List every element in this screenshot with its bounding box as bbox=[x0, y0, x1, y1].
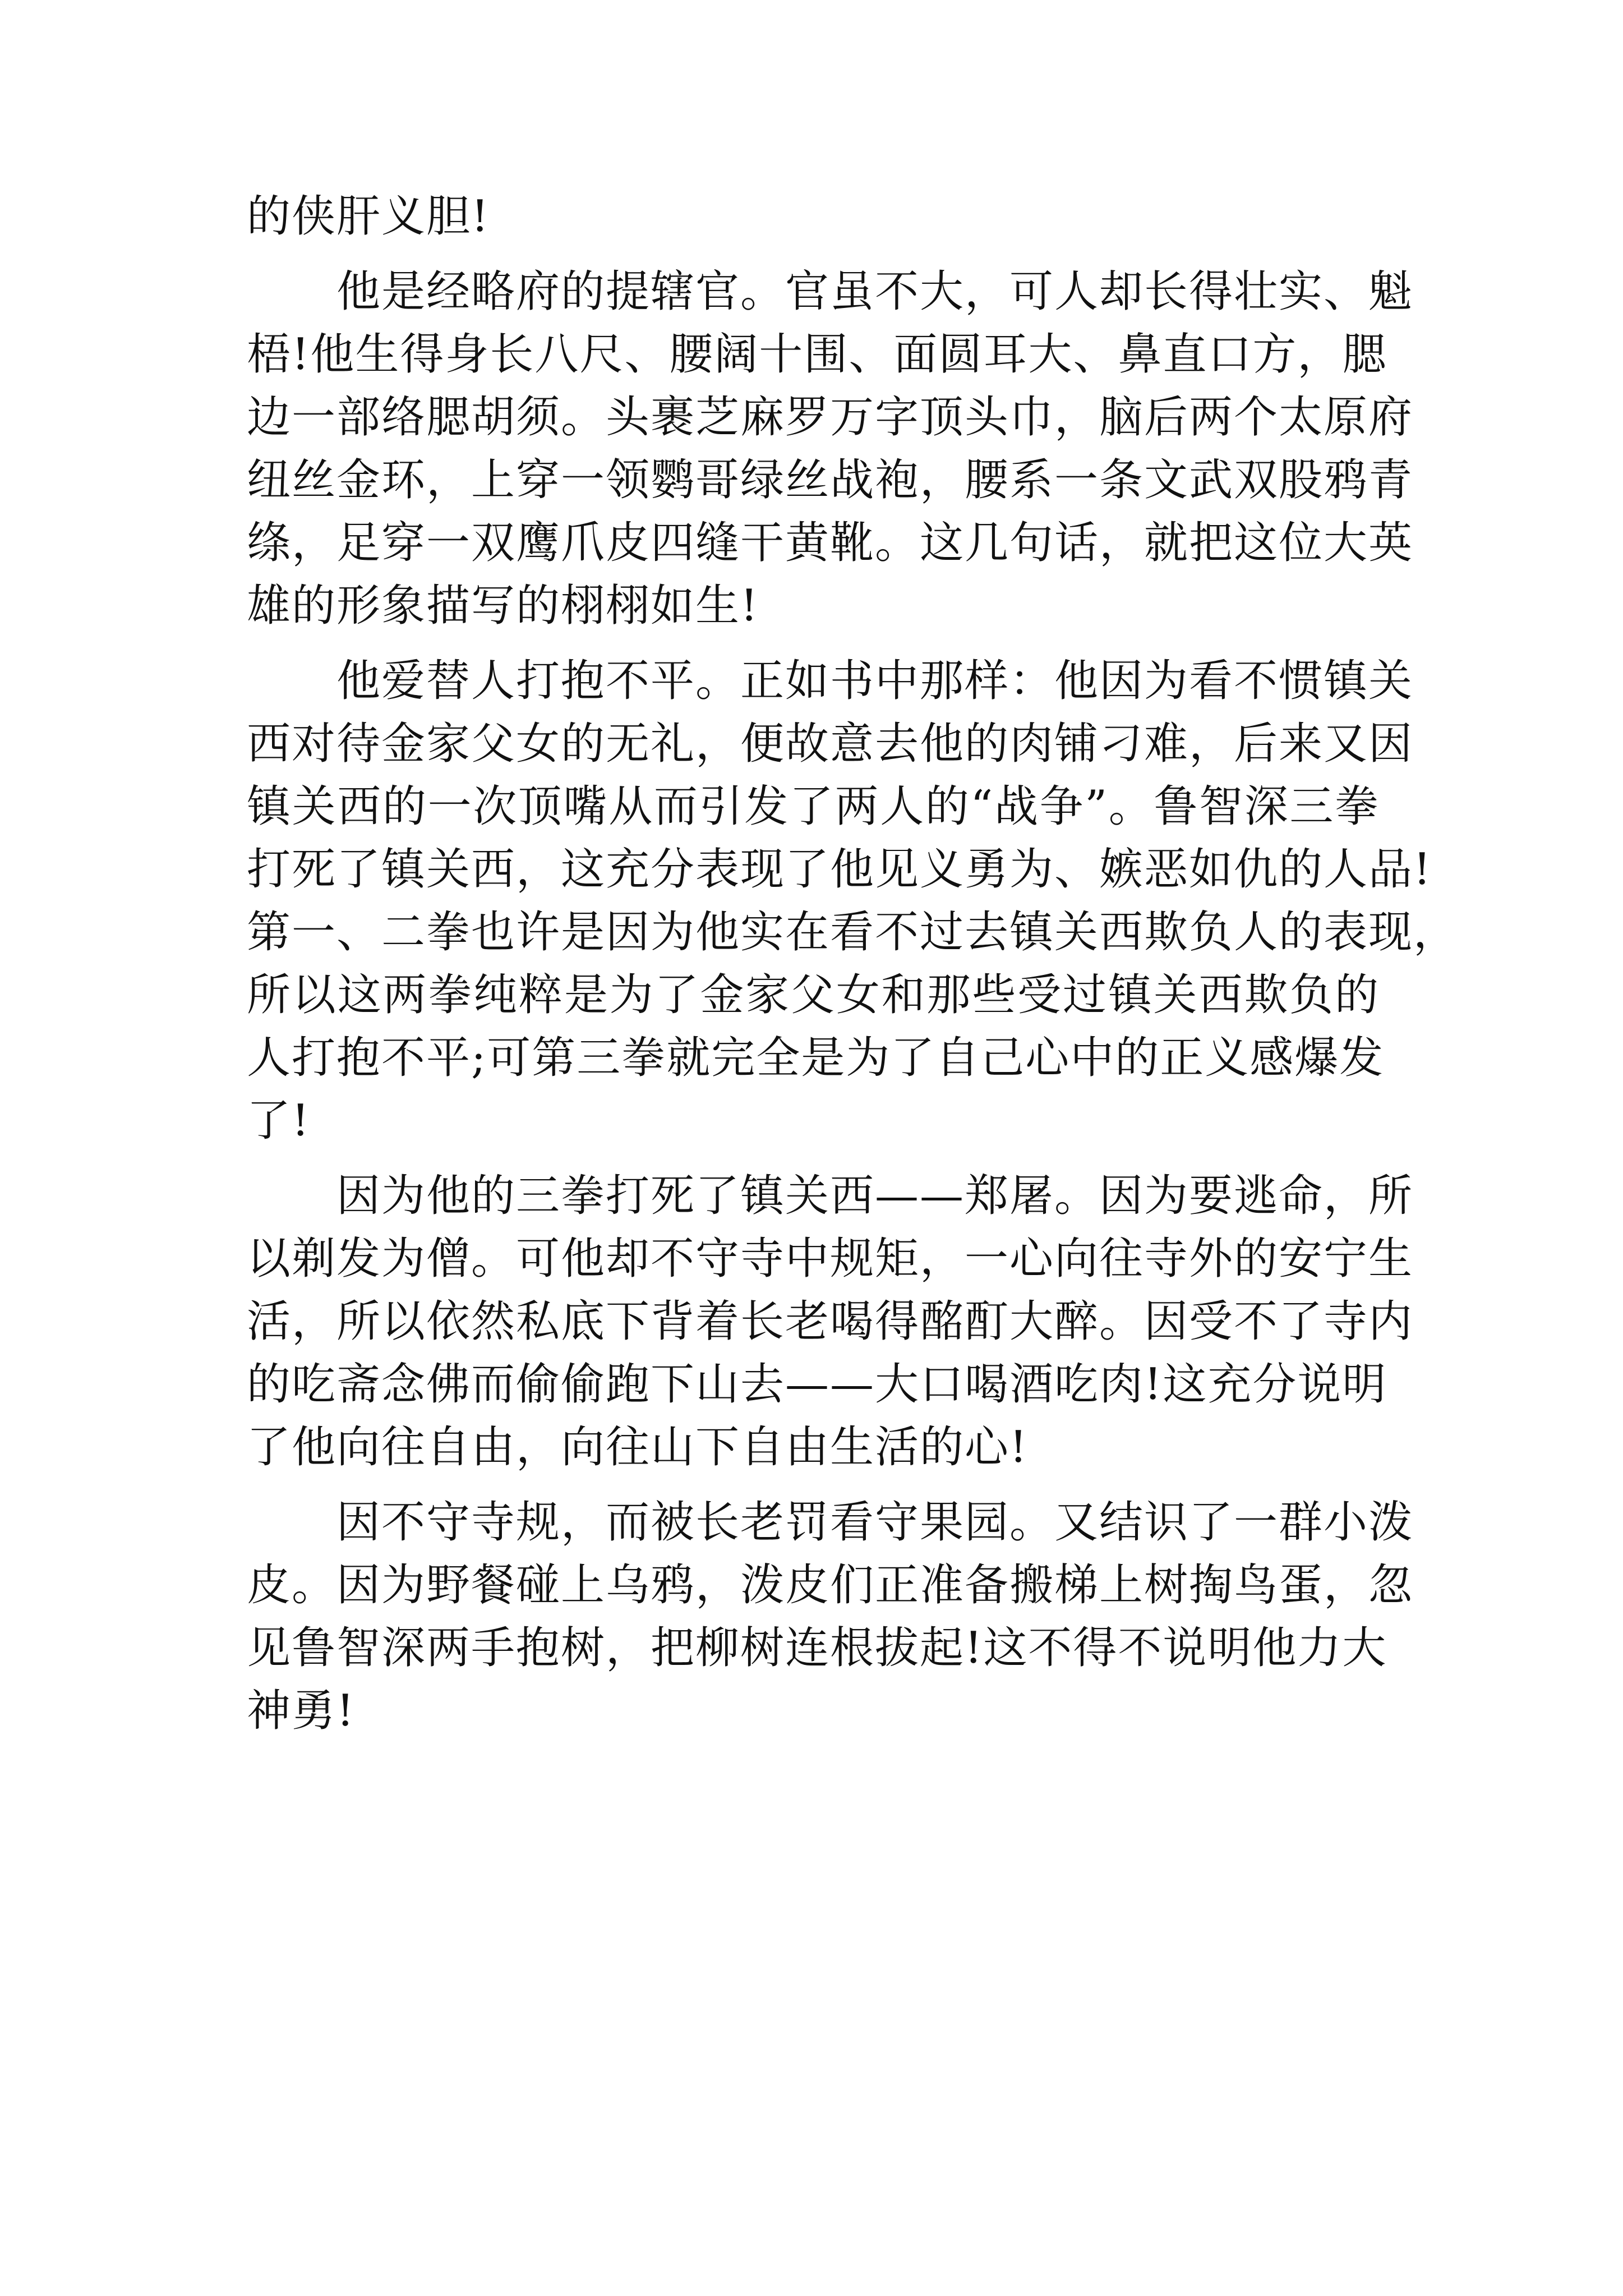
text-line: 见鲁智深两手抱树，把柳树连根拔起!这不得不说明他力大 bbox=[247, 1623, 1387, 1673]
text-line: 的吃斋念佛而偷偷跑下山去——大口喝酒吃肉!这充分说明 bbox=[247, 1359, 1387, 1410]
paragraph-3 bbox=[247, 650, 1459, 1165]
text-line: 所以这两拳纯粹是为了金家父女和那些受过镇关西欺负的 bbox=[247, 970, 1380, 1020]
text-line: 他爱替人打抱不平。正如书中那样：他因为看不惯镇关 bbox=[336, 656, 1414, 706]
text-line: 的侠肝义胆! bbox=[247, 191, 490, 242]
text-line: 绦，足穿一双鹰爪皮四缝干黄靴。这几句话，就把这位大英 bbox=[247, 518, 1414, 568]
text-line: 边一部络腮胡须。头裹芝麻罗万字顶头巾，脑后两个太原府 bbox=[247, 392, 1414, 443]
text-line: 镇关西的一次顶嘴从而引发了两人的“战争”。鲁智深三拳 bbox=[247, 781, 1380, 832]
text-line: 西对待金家父女的无礼，便故意去他的肉铺刁难，后来又因 bbox=[247, 719, 1414, 769]
text-line: 皮。因为野餐碰上乌鸦，泼皮们正准备搬梯上树掏鸟蛋，忽 bbox=[247, 1560, 1414, 1611]
text-line: 因为他的三拳打死了镇关西——郑屠。因为要逃命，所 bbox=[336, 1171, 1414, 1221]
paragraph-5 bbox=[247, 1491, 1414, 1755]
text-line: 纽丝金环，上穿一领鹦哥绿丝战袍，腰系一条文武双股鸦青 bbox=[247, 455, 1414, 505]
paragraph-4 bbox=[247, 1165, 1414, 1491]
text-line: 他是经略府的提辖官。官虽不大，可人却长得壮实、魁 bbox=[336, 266, 1414, 317]
text-line: 以剃发为僧。可他却不守寺中规矩，一心向往寺外的安宁生 bbox=[247, 1234, 1414, 1284]
text-line: 因不守寺规，而被长老罚看守果园。又结识了一群小泼 bbox=[336, 1497, 1414, 1548]
text-line: 梧!他生得身长八尺、腰阔十围、面圆耳大、鼻直口方，腮 bbox=[247, 329, 1387, 380]
text-line: 雄的形象描写的栩栩如生! bbox=[247, 581, 759, 631]
paragraph-1 bbox=[247, 185, 1380, 260]
text-line: 了! bbox=[247, 1096, 311, 1146]
text-line: 打死了镇关西，这充分表现了他见义勇为、嫉恶如仇的人品! bbox=[247, 844, 1432, 895]
paragraph-2 bbox=[247, 260, 1414, 650]
text-line: 人打抱不平;可第三拳就完全是为了自己心中的正义感爆发 bbox=[247, 1033, 1385, 1083]
document-body bbox=[247, 185, 1459, 1755]
text-line: 第一、二拳也许是因为他实在看不过去镇关西欺负人的表现， bbox=[247, 907, 1459, 958]
text-line: 了他向往自由，向往山下自由生活的心! bbox=[247, 1422, 1029, 1473]
text-line: 神勇! bbox=[247, 1686, 356, 1736]
text-line: 活，所以依然私底下背着长老喝得酩酊大醉。因受不了寺内 bbox=[247, 1296, 1414, 1347]
